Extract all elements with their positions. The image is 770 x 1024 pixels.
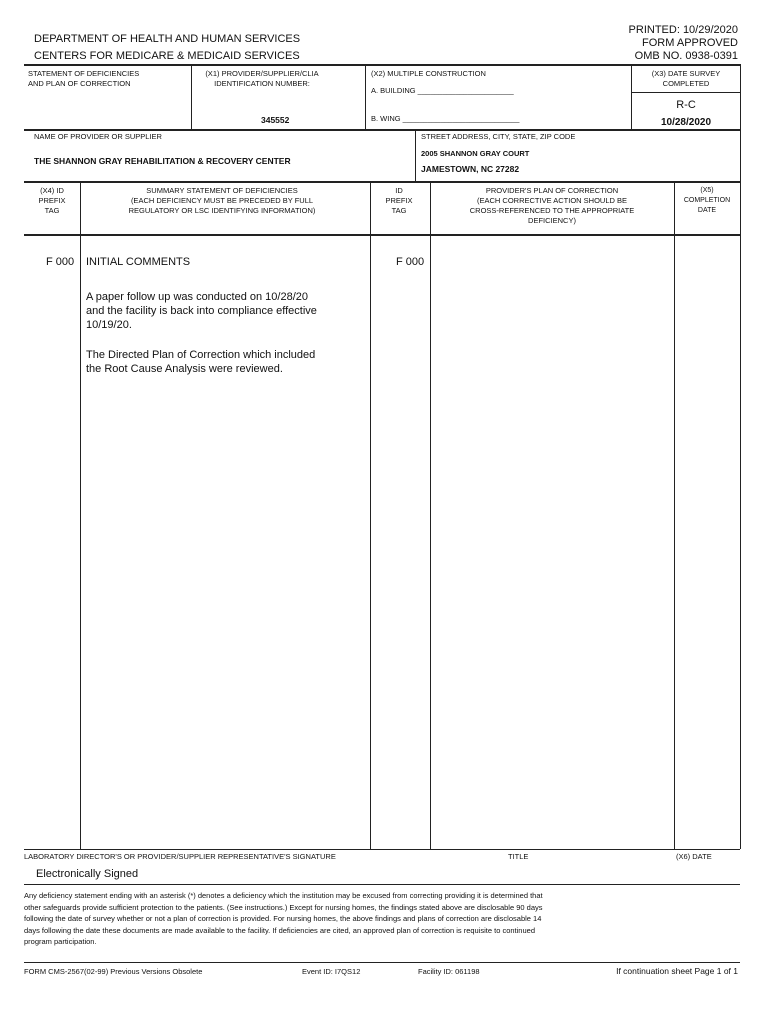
rule-above-footer: [24, 962, 740, 963]
disclaimer-text: Any deficiency statement ending with an asterisk (*) denotes a deficiency which the institution may be excused from correcting providing it is determined that other safeguards provide sufficient protection to the patients. (See instructions.) Except for nursing homes, the findings stated above are disclosable 90 days following the date of survey whether or not a plan of correction is provided. For nursing homes, the above findings and plans of correction are disclosable 14 days following the date these documents are made available to the facility. If deficiencies are cited, an approved plan of correction is requisite to continued program participation.: [24, 891, 543, 946]
x3-inner-rule: [631, 92, 740, 93]
col-id-prefix-header: ID PREFIX TAG: [385, 186, 413, 215]
entry-title: INITIAL COMMENTS: [86, 256, 191, 268]
x3-date: 10/28/2020: [660, 117, 712, 128]
omb-number: OMB NO. 0938-0391: [634, 50, 738, 62]
agency-line-2: CENTERS FOR MEDICARE & MEDICAID SERVICES: [34, 50, 300, 62]
printed-date: PRINTED: 10/29/2020: [628, 24, 738, 36]
divider-address: [415, 129, 416, 181]
col-plan-header: PROVIDER'S PLAN OF CORRECTION (EACH CORRECTIVE ACTION SHOULD BE CROSS-REFERENCED TO THE APPROPRIATE DEFICIENCY): [469, 186, 635, 225]
x3-code: R-C: [676, 99, 696, 111]
col-x4-header: (X4) ID PREFIX TAG: [38, 186, 66, 215]
divider-col-id: [430, 181, 431, 849]
rule-bottom-body: [24, 849, 740, 850]
entry-paragraph-2: The Directed Plan of Correction which included the Root Cause Analysis were reviewed.: [86, 349, 316, 375]
plan-tag: F 000: [396, 256, 425, 268]
provider-name-label: NAME OF PROVIDER OR SUPPLIER: [34, 132, 162, 141]
footer-event-id: Event ID: I7QS12: [302, 967, 361, 976]
top-rule: [24, 64, 740, 66]
form-approved: FORM APPROVED: [642, 37, 738, 49]
rule-below-signature: [24, 884, 740, 885]
col-x5-header: (X5) COMPLETION DATE: [683, 187, 731, 214]
statement-label: STATEMENT OF DEFICIENCIES AND PLAN OF CORRECTION: [28, 69, 140, 88]
right-edge-body: [740, 234, 741, 849]
building-label: A. BUILDING _______________________: [371, 86, 514, 95]
address-line-2: JAMESTOWN, NC 27282: [421, 164, 520, 174]
address-line-1: 2005 SHANNON GRAY COURT: [421, 149, 530, 158]
provider-name: THE SHANNON GRAY REHABILITATION & RECOVERY CENTER: [34, 156, 291, 166]
footer-facility-id: Facility ID: 061198: [418, 967, 480, 976]
title-label: TITLE: [508, 852, 529, 861]
footer-page: If continuation sheet Page 1 of 1: [616, 966, 738, 976]
signature-label: LABORATORY DIRECTOR'S OR PROVIDER/SUPPLIER REPRESENTATIVE'S SIGNATURE: [24, 852, 336, 861]
divider-col-summary: [370, 181, 371, 849]
x3-label: (X3) DATE SURVEY COMPLETED: [651, 69, 721, 88]
entry-paragraph-1: A paper follow up was conducted on 10/28/20 and the facility is back into compliance effective 10/19/20.: [86, 291, 317, 331]
agency-line-1: DEPARTMENT OF HEALTH AND HUMAN SERVICES: [34, 33, 301, 45]
divider-col-plan: [674, 181, 675, 849]
wing-label: B. WING ____________________________: [371, 114, 520, 123]
divider-x2: [365, 64, 366, 129]
rule-below-box1: [24, 129, 740, 131]
x1-label: (X1) PROVIDER/SUPPLIER/CLIA IDENTIFICATION NUMBER:: [205, 69, 319, 88]
col-summary-header: SUMMARY STATEMENT OF DEFICIENCIES (EACH DEFICIENCY MUST BE PRECEDED BY FULL REGULATORY OR LSC IDENTIFYING INFORMATION): [128, 186, 316, 215]
rule-below-provider: [24, 181, 740, 183]
footer-form-id: FORM CMS-2567(02-99) Previous Versions Obsolete: [24, 967, 203, 976]
date-label: (X6) DATE: [676, 852, 712, 861]
x2-label: (X2) MULTIPLE CONSTRUCTION: [371, 69, 486, 78]
right-edge: [740, 64, 741, 234]
rule-below-column-headers: [24, 234, 740, 236]
divider-col-x4: [80, 181, 81, 849]
x1-value: 345552: [261, 115, 290, 125]
entry-tag: F 000: [46, 256, 75, 268]
signature-value: Electronically Signed: [36, 868, 139, 880]
address-label: STREET ADDRESS, CITY, STATE, ZIP CODE: [421, 132, 576, 141]
